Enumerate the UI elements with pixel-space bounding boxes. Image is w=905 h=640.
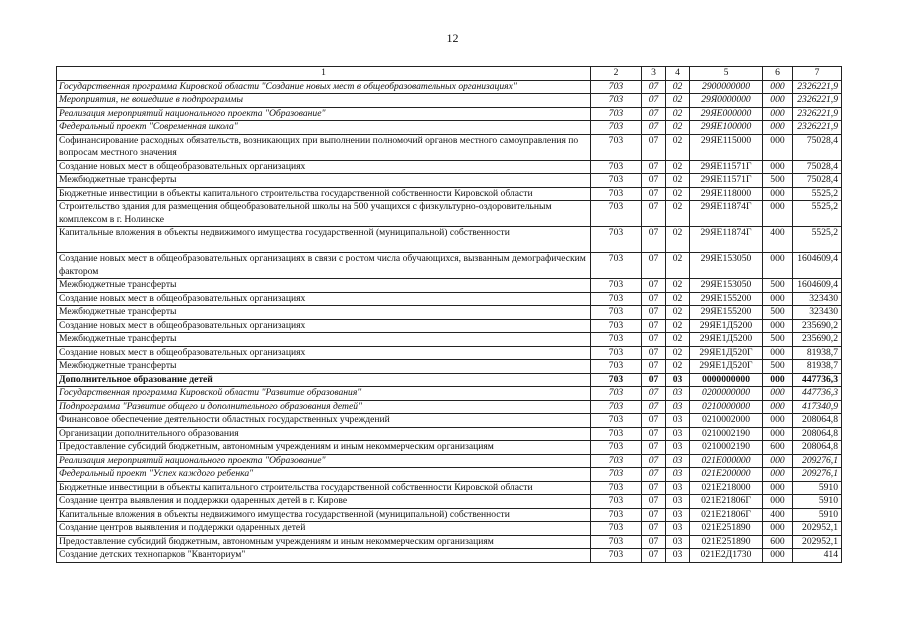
row-code-cell: 703 [591, 427, 642, 441]
row-code-cell: 703 [591, 468, 642, 482]
row-type-cell: 000 [763, 201, 793, 227]
row-name-cell: Федеральный проект "Современная школа" [57, 121, 591, 135]
row-type-cell: 000 [763, 94, 793, 108]
row-subsection-cell: 02 [666, 346, 690, 360]
table-row [57, 94, 842, 108]
row-type-cell: 500 [763, 279, 793, 293]
header-cell: 5 [690, 67, 763, 81]
row-section-cell: 07 [642, 292, 666, 306]
header-cell: 2 [591, 67, 642, 81]
row-subsection-cell: 03 [666, 535, 690, 549]
row-amount-cell: 447736,3 [793, 387, 842, 401]
table-row [57, 201, 842, 227]
header-cell: 7 [793, 67, 842, 81]
row-target-cell: 29ЯЕ153050 [690, 253, 763, 279]
table-row [57, 481, 842, 495]
row-type-cell: 000 [763, 549, 793, 563]
row-code-cell: 703 [591, 279, 642, 293]
row-subsection-cell: 02 [666, 174, 690, 188]
row-subsection-cell: 03 [666, 387, 690, 401]
row-name-cell: Подпрограмма "Развитие общего и дополнительного образования детей" [57, 400, 591, 414]
table-header-row [57, 67, 842, 81]
row-section-cell: 07 [642, 201, 666, 227]
row-code-cell: 703 [591, 373, 642, 387]
row-target-cell: 021E251890 [690, 535, 763, 549]
table-row [57, 174, 842, 188]
row-subsection-cell: 03 [666, 427, 690, 441]
row-amount-cell: 5910 [793, 481, 842, 495]
row-section-cell: 07 [642, 522, 666, 536]
row-code-cell: 703 [591, 187, 642, 201]
row-name-cell: Межбюджетные трансферты [57, 360, 591, 374]
row-type-cell: 500 [763, 174, 793, 188]
row-type-cell: 000 [763, 481, 793, 495]
row-code-cell: 703 [591, 414, 642, 428]
row-target-cell: 021E218000 [690, 481, 763, 495]
row-target-cell: 0200000000 [690, 387, 763, 401]
table-row [57, 319, 842, 333]
table-row [57, 227, 842, 253]
row-code-cell: 703 [591, 107, 642, 121]
table-row [57, 400, 842, 414]
row-code-cell: 703 [591, 400, 642, 414]
row-name-cell: Государственная программа Кировской области "Развитие образования" [57, 387, 591, 401]
row-amount-cell: 81938,7 [793, 360, 842, 374]
table-row [57, 160, 842, 174]
row-subsection-cell: 03 [666, 400, 690, 414]
row-subsection-cell: 02 [666, 292, 690, 306]
row-section-cell: 07 [642, 535, 666, 549]
row-code-cell: 703 [591, 522, 642, 536]
row-name-cell: Межбюджетные трансферты [57, 174, 591, 188]
table-row [57, 360, 842, 374]
row-subsection-cell: 03 [666, 495, 690, 509]
table-row [57, 454, 842, 468]
row-section-cell: 07 [642, 121, 666, 135]
row-amount-cell: 5525,2 [793, 201, 842, 227]
row-type-cell: 000 [763, 187, 793, 201]
row-subsection-cell: 02 [666, 253, 690, 279]
row-amount-cell: 2326221,9 [793, 107, 842, 121]
row-name-cell: Создание новых мест в общеобразовательных организациях [57, 319, 591, 333]
row-subsection-cell: 03 [666, 414, 690, 428]
row-target-cell: 021E200000 [690, 468, 763, 482]
table-row [57, 373, 842, 387]
row-name-cell: Дополнительное образование детей [57, 373, 591, 387]
row-section-cell: 07 [642, 360, 666, 374]
row-subsection-cell: 02 [666, 333, 690, 347]
row-code-cell: 703 [591, 174, 642, 188]
row-name-cell: Мероприятия, не вошедшие в подпрограммы [57, 94, 591, 108]
row-type-cell: 000 [763, 253, 793, 279]
page-number: 12 [446, 31, 459, 45]
row-section-cell: 07 [642, 454, 666, 468]
row-amount-cell: 1604609,4 [793, 279, 842, 293]
row-code-cell: 703 [591, 535, 642, 549]
row-amount-cell: 235690,2 [793, 333, 842, 347]
row-target-cell: 29ЯЕ118000 [690, 187, 763, 201]
row-target-cell: 021E251890 [690, 522, 763, 536]
row-type-cell: 000 [763, 414, 793, 428]
row-type-cell: 000 [763, 346, 793, 360]
row-target-cell: 29ЯЕ115000 [690, 134, 763, 160]
budget-table [56, 66, 842, 563]
row-name-cell: Капитальные вложения в объекты недвижимого имущества государственной (муниципальной) собственности [57, 508, 591, 522]
row-target-cell: 29ЯЕ100000 [690, 121, 763, 135]
row-name-cell: Финансовое обеспечение деятельности областных государственных учреждений [57, 414, 591, 428]
row-section-cell: 07 [642, 346, 666, 360]
row-amount-cell: 5525,2 [793, 227, 842, 253]
row-amount-cell: 208064,8 [793, 427, 842, 441]
row-name-cell: Создание новых мест в общеобразовательных организациях [57, 346, 591, 360]
table-row [57, 495, 842, 509]
row-name-cell: Предоставление субсидий бюджетным, автономным учреждениям и иным некоммерческим организациям [57, 441, 591, 455]
row-amount-cell: 75028,4 [793, 134, 842, 160]
row-amount-cell: 417340,9 [793, 400, 842, 414]
row-name-cell: Предоставление субсидий бюджетным, автономным учреждениям и иным некоммерческим организациям [57, 535, 591, 549]
row-section-cell: 07 [642, 107, 666, 121]
table-row [57, 414, 842, 428]
row-code-cell: 703 [591, 292, 642, 306]
header-cell: 1 [57, 67, 591, 81]
row-target-cell: 0210002190 [690, 441, 763, 455]
row-section-cell: 07 [642, 160, 666, 174]
row-name-cell: Создание центров выявления и поддержки одаренных детей [57, 522, 591, 536]
row-type-cell: 400 [763, 508, 793, 522]
table-row [57, 80, 842, 94]
row-type-cell: 000 [763, 121, 793, 135]
row-code-cell: 703 [591, 227, 642, 253]
row-type-cell: 000 [763, 427, 793, 441]
row-section-cell: 07 [642, 373, 666, 387]
row-amount-cell: 208064,8 [793, 414, 842, 428]
row-type-cell: 000 [763, 134, 793, 160]
row-type-cell: 500 [763, 306, 793, 320]
header-cell: 3 [642, 67, 666, 81]
header-cell: 6 [763, 67, 793, 81]
row-subsection-cell: 03 [666, 468, 690, 482]
table-row [57, 441, 842, 455]
header-cell: 4 [666, 67, 690, 81]
row-name-cell: Межбюджетные трансферты [57, 279, 591, 293]
row-section-cell: 07 [642, 306, 666, 320]
row-section-cell: 07 [642, 279, 666, 293]
row-amount-cell: 202952,1 [793, 535, 842, 549]
row-amount-cell: 208064,8 [793, 441, 842, 455]
row-name-cell: Строительство здания для размещения общеобразовательной школы на 500 учащихся с физкультурно-оздоровительным комплексом в г. Нолинске [57, 201, 591, 227]
row-name-cell: Бюджетные инвестиции в объекты капитального строительства государственной собственности Кировской области [57, 481, 591, 495]
row-section-cell: 07 [642, 94, 666, 108]
row-type-cell: 000 [763, 454, 793, 468]
row-section-cell: 07 [642, 333, 666, 347]
row-target-cell: 0000000000 [690, 373, 763, 387]
row-section-cell: 07 [642, 400, 666, 414]
row-amount-cell: 81938,7 [793, 346, 842, 360]
row-subsection-cell: 02 [666, 134, 690, 160]
row-target-cell: 0210002000 [690, 414, 763, 428]
row-code-cell: 703 [591, 306, 642, 320]
row-code-cell: 703 [591, 319, 642, 333]
table-row [57, 292, 842, 306]
row-type-cell: 000 [763, 400, 793, 414]
row-amount-cell: 202952,1 [793, 522, 842, 536]
row-amount-cell: 5910 [793, 508, 842, 522]
row-subsection-cell: 02 [666, 160, 690, 174]
row-section-cell: 07 [642, 495, 666, 509]
row-target-cell: 021E21806Г [690, 495, 763, 509]
row-name-cell: Создание новых мест в общеобразовательных организациях [57, 160, 591, 174]
row-amount-cell: 5525,2 [793, 187, 842, 201]
row-name-cell: Реализация мероприятий национального проекта "Образование" [57, 454, 591, 468]
table-row [57, 306, 842, 320]
row-code-cell: 703 [591, 121, 642, 135]
row-type-cell: 000 [763, 495, 793, 509]
row-section-cell: 07 [642, 468, 666, 482]
row-amount-cell: 1604609,4 [793, 253, 842, 279]
table-row [57, 279, 842, 293]
row-target-cell: 021E21806Г [690, 508, 763, 522]
row-subsection-cell: 02 [666, 306, 690, 320]
row-target-cell: 29ЯЕ11571Г [690, 174, 763, 188]
row-target-cell: 021E2Д1730 [690, 549, 763, 563]
row-target-cell: 29Я0000000 [690, 94, 763, 108]
row-type-cell: 400 [763, 227, 793, 253]
row-type-cell: 000 [763, 522, 793, 536]
row-target-cell: 29ЯЕ1Д5200 [690, 333, 763, 347]
row-amount-cell: 414 [793, 549, 842, 563]
row-code-cell: 703 [591, 495, 642, 509]
row-section-cell: 07 [642, 549, 666, 563]
row-name-cell: Софинансирование расходных обязательств, возникающих при выполнении полномочий органов местного самоуправления по вопросам местного значения [57, 134, 591, 160]
row-code-cell: 703 [591, 134, 642, 160]
row-section-cell: 07 [642, 319, 666, 333]
row-subsection-cell: 02 [666, 80, 690, 94]
table-body [57, 67, 842, 563]
row-subsection-cell: 03 [666, 481, 690, 495]
row-name-cell: Организации дополнительного образования [57, 427, 591, 441]
row-section-cell: 07 [642, 414, 666, 428]
row-type-cell: 600 [763, 441, 793, 455]
table-row [57, 187, 842, 201]
table-row [57, 134, 842, 160]
row-code-cell: 703 [591, 80, 642, 94]
table-row [57, 121, 842, 135]
row-target-cell: 021E000000 [690, 454, 763, 468]
row-code-cell: 703 [591, 549, 642, 563]
row-amount-cell: 2326221,9 [793, 121, 842, 135]
row-target-cell: 29ЯЕ153050 [690, 279, 763, 293]
row-section-cell: 07 [642, 187, 666, 201]
table-row [57, 549, 842, 563]
row-target-cell: 0210002190 [690, 427, 763, 441]
row-subsection-cell: 02 [666, 201, 690, 227]
row-code-cell: 703 [591, 508, 642, 522]
row-name-cell: Создание центра выявления и поддержки одаренных детей в г. Кирове [57, 495, 591, 509]
row-name-cell: Бюджетные инвестиции в объекты капитального строительства государственной собственности Кировской области [57, 187, 591, 201]
row-name-cell: Капитальные вложения в объекты недвижимого имущества государственной (муниципальной) собственности [57, 227, 591, 253]
row-amount-cell: 209276,1 [793, 454, 842, 468]
table-row [57, 468, 842, 482]
row-code-cell: 703 [591, 360, 642, 374]
row-section-cell: 07 [642, 80, 666, 94]
row-type-cell: 000 [763, 160, 793, 174]
row-subsection-cell: 02 [666, 319, 690, 333]
row-code-cell: 703 [591, 346, 642, 360]
row-code-cell: 703 [591, 94, 642, 108]
row-type-cell: 000 [763, 319, 793, 333]
row-subsection-cell: 03 [666, 508, 690, 522]
row-type-cell: 000 [763, 468, 793, 482]
row-type-cell: 000 [763, 80, 793, 94]
table-row [57, 535, 842, 549]
row-target-cell: 29ЯЕ1Д520Г [690, 346, 763, 360]
row-target-cell: 29ЯЕ11874Г [690, 227, 763, 253]
row-target-cell: 0210000000 [690, 400, 763, 414]
row-target-cell: 29ЯЕ000000 [690, 107, 763, 121]
row-subsection-cell: 02 [666, 121, 690, 135]
row-subsection-cell: 03 [666, 441, 690, 455]
row-amount-cell: 209276,1 [793, 468, 842, 482]
table-row [57, 333, 842, 347]
row-code-cell: 703 [591, 160, 642, 174]
row-subsection-cell: 02 [666, 360, 690, 374]
table-row [57, 387, 842, 401]
row-target-cell: 29ЯЕ1Д520Г [690, 360, 763, 374]
row-amount-cell: 2326221,9 [793, 80, 842, 94]
row-section-cell: 07 [642, 227, 666, 253]
row-subsection-cell: 02 [666, 187, 690, 201]
table-row [57, 107, 842, 121]
row-target-cell: 29ЯЕ155200 [690, 292, 763, 306]
table-row [57, 253, 842, 279]
table-row [57, 522, 842, 536]
row-amount-cell: 447736,3 [793, 373, 842, 387]
table-row [57, 508, 842, 522]
row-amount-cell: 75028,4 [793, 174, 842, 188]
row-code-cell: 703 [591, 333, 642, 347]
row-subsection-cell: 02 [666, 279, 690, 293]
table-row [57, 346, 842, 360]
row-subsection-cell: 03 [666, 549, 690, 563]
table-row [57, 427, 842, 441]
row-section-cell: 07 [642, 134, 666, 160]
row-target-cell: 29ЯЕ1Д5200 [690, 319, 763, 333]
row-subsection-cell: 03 [666, 454, 690, 468]
row-target-cell: 2900000000 [690, 80, 763, 94]
row-target-cell: 29ЯЕ11571Г [690, 160, 763, 174]
row-type-cell: 000 [763, 292, 793, 306]
row-amount-cell: 235690,2 [793, 319, 842, 333]
row-name-cell: Межбюджетные трансферты [57, 306, 591, 320]
row-amount-cell: 2326221,9 [793, 94, 842, 108]
row-target-cell: 29ЯЕ11874Г [690, 201, 763, 227]
row-type-cell: 000 [763, 387, 793, 401]
row-amount-cell: 323430 [793, 292, 842, 306]
row-name-cell: Создание детских технопарков "Кванториум" [57, 549, 591, 563]
row-type-cell: 500 [763, 333, 793, 347]
row-section-cell: 07 [642, 508, 666, 522]
row-name-cell: Реализация мероприятий национального проекта "Образование" [57, 107, 591, 121]
row-code-cell: 703 [591, 387, 642, 401]
row-name-cell: Создание новых мест в общеобразовательных организациях [57, 292, 591, 306]
row-amount-cell: 5910 [793, 495, 842, 509]
row-section-cell: 07 [642, 174, 666, 188]
row-type-cell: 000 [763, 373, 793, 387]
row-amount-cell: 75028,4 [793, 160, 842, 174]
row-subsection-cell: 02 [666, 227, 690, 253]
row-name-cell: Создание новых мест в общеобразовательных организациях в связи с ростом числа обучающихся, вызванным демографическим фактором [57, 253, 591, 279]
row-section-cell: 07 [642, 387, 666, 401]
row-subsection-cell: 03 [666, 373, 690, 387]
row-subsection-cell: 03 [666, 522, 690, 536]
row-section-cell: 07 [642, 253, 666, 279]
row-name-cell: Государственная программа Кировской области "Создание новых мест в общеобразовательных организациях" [57, 80, 591, 94]
row-code-cell: 703 [591, 201, 642, 227]
row-amount-cell: 323430 [793, 306, 842, 320]
row-code-cell: 703 [591, 253, 642, 279]
row-name-cell: Федеральный проект "Успех каждого ребенка" [57, 468, 591, 482]
row-subsection-cell: 02 [666, 94, 690, 108]
row-section-cell: 07 [642, 441, 666, 455]
row-code-cell: 703 [591, 454, 642, 468]
row-section-cell: 07 [642, 481, 666, 495]
row-type-cell: 600 [763, 535, 793, 549]
row-name-cell: Межбюджетные трансферты [57, 333, 591, 347]
row-target-cell: 29ЯЕ155200 [690, 306, 763, 320]
row-type-cell: 000 [763, 107, 793, 121]
row-code-cell: 703 [591, 481, 642, 495]
row-subsection-cell: 02 [666, 107, 690, 121]
row-section-cell: 07 [642, 427, 666, 441]
row-type-cell: 500 [763, 360, 793, 374]
row-code-cell: 703 [591, 441, 642, 455]
